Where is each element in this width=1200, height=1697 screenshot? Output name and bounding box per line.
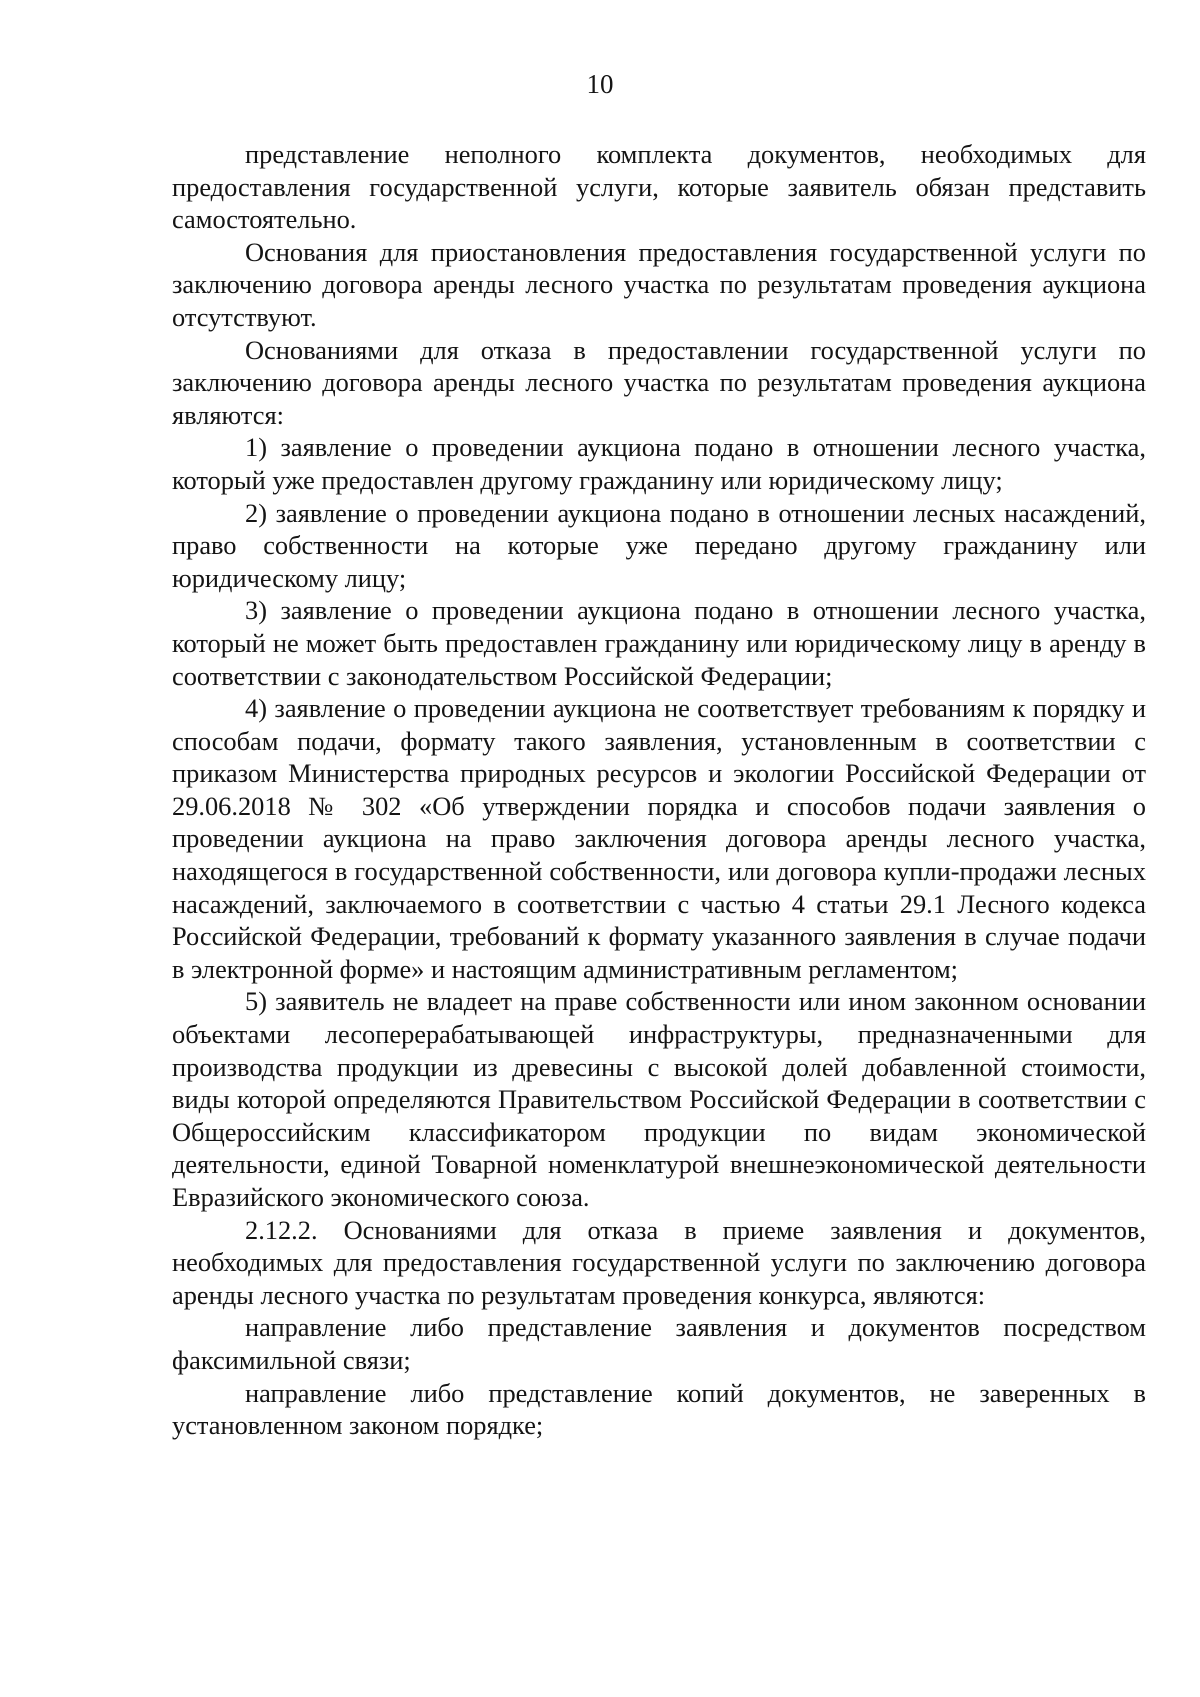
paragraph-incomplete-documents: представление неполного комплекта документов, необходимых для предоставления государственной услуги, которые заявитель обязан представить самостоятельно. — [172, 139, 1146, 235]
paragraph-no-suspension-grounds: Основания для приостановления предоставления государственной услуги по заключению договора аренды лесного участка по результатам проведения аукциона отсутствуют. — [172, 236, 1146, 332]
paragraph-refusal-grounds-intro: Основаниями для отказа в предоставлении государственной услуги по заключению договора аренды лесного участка по результатам проведения аукциона являются: — [172, 334, 1146, 430]
list-item-3: 3) заявление о проведении аукциона подано в отношении лесного участка, который не может быть предоставлен гражданину или юридическому лицу в аренду в соответствии с законодательством Российской Федерации; — [172, 595, 1146, 691]
section-2-12-2: 2.12.2. Основаниями для отказа в приеме заявления и документов, необходимых для предоставления государственной услуги по заключению договора аренды лесного участка по результатам проведения конкурса, являются: — [172, 1214, 1146, 1310]
list-item-2: 2) заявление о проведении аукциона подано в отношении лесных насаждений, право собственности на которые уже передано другому гражданину или юридическому лицу; — [172, 497, 1146, 593]
page-number: 10 — [586, 69, 614, 99]
list-item-4: 4) заявление о проведении аукциона не соответствует требованиям к порядку и способам подачи, формату такого заявления, установленным в соответствии с приказом Министерства природных ресурсов и экологии Российской Федерации от 29.06.2018 № 302 «Об утверждении порядка и способов подачи заявления о проведении аукциона на право заключения договора аренды лесного участка, находящегося в государственной собственности, или договора купли-продажи лесных насаждений, заключаемого в соответствии с частью 4 статьи 29.1 Лесного кодекса Российской Федерации, требований к формату указанного заявления в случае подачи в электронной форме» и настоящим административным регламентом; — [172, 693, 1146, 984]
paragraph-uncertified-copies: направление либо представление копий документов, не заверенных в установленном законом порядке; — [172, 1377, 1146, 1441]
list-item-5: 5) заявитель не владеет на праве собственности или ином законном основании объектами лесоперерабатывающей инфраструктуры, предназначенными для производства продукции из древесины с высокой долей добавленной стоимости, виды которой определяются Правительством Российской Федерации в соответствии с Общероссийским классификатором продукции по видам экономической деятельности, единой Товарной номенклатурой внешнеэкономической деятельности Евразийского экономического союза. — [172, 986, 1146, 1212]
list-item-1: 1) заявление о проведении аукциона подано в отношении лесного участка, который уже предоставлен другому гражданину или юридическому лицу; — [172, 432, 1146, 495]
document-body — [172, 138, 1146, 1442]
paragraph-fax-submission: направление либо представление заявления и документов посредством факсимильной связи; — [172, 1312, 1146, 1375]
